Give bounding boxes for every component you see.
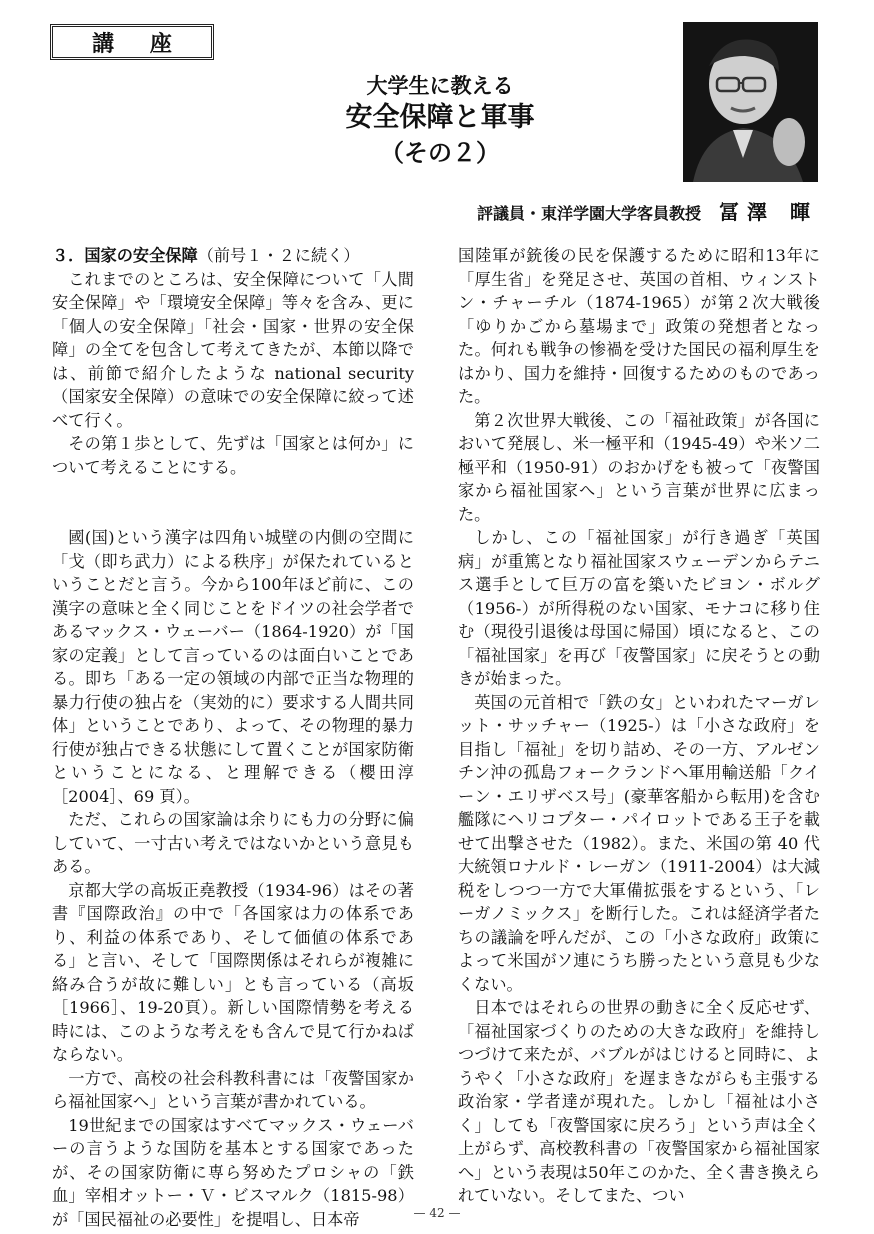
section-heading: ３．国家の安全保障 — [52, 246, 198, 265]
paragraph: 国陸軍が銃後の民を保護するために昭和13年に「厚生省」を発足させ、英国の首相、ウィンストン・チャーチル（1874-1965）が第２次大戦後「ゆりかごから墓場まで」政策の発想者となった。何れも戦争の惨禍を受けた国民の福利厚生をはかり、国力を維持・回復するためのものであった。 — [458, 246, 820, 406]
author-byline — [477, 196, 818, 225]
author-name: 冨澤 暉 — [719, 200, 818, 224]
paragraph-spacer — [52, 479, 414, 526]
paragraph: 京都大学の高坂正堯教授（1934-96）はその著書『国際政治』の中で「各国家は力の体系であり、利益の体系であり、そして価値の体系である」と言い、そして「国際関係はそれらが複雑に絡み合うが故に難しい」とも言っている（高坂［1966］、19-20頁）。新しい国際情勢を考える時には、このような考えをも含んで見て行かねばならない。 — [52, 880, 414, 1064]
paragraph: 日本ではそれらの世界の動きに全く反応せず、「福祉国家づくりのための大きな政府」を維持しつづけて来たが、バブルがはじけると同時に、ようやく「小さな政府」を遅まきながらも主張する政治家・学者達が現れた。しかし「福祉は小さく」しても「夜警国家に戻ろう」という声は全く上がらず、高校教科書の「夜警国家から福祉国家へ」という表現は50年このかた、全く書き換えられていない。そしてまた、つい — [458, 998, 820, 1205]
series-label: 講 座 — [50, 24, 214, 60]
title-line-3: （その２） — [380, 139, 500, 167]
paragraph: これまでのところは、安全保障について「人間安全保障」や「環境安全保障」等々を含み、更に「個人の安全保障」「社会・国家・世界の安全保障」の全てを包含して考えてきたが、本節以降では、前節で紹介したような national security （国家安全保障）の意味での安全保障に絞って述べて行く。 — [52, 269, 414, 430]
paragraph: 英国の元首相で「鉄の女」といわれたマーガレット・サッチャー（1925-）は「小さな政府」を目指し「福祉」を切り詰め、その一方、アルゼンチン沖の孤島フォークランドへ軍用輸送船「クイーン・エリザベス号」(豪華客船から転用)を含む艦隊にヘリコプター・パイロットである王子を載せて出撃させた（1982）。また、米国の第 40 代大統領ロナルド・レーガン（1911-2004）は大減税をしつつ一方で大軍備拡張をするという、「レーガノミックス」を断行した。これは経済学者たちの議論を呼んだが、この「小さな政府」政策によって米国がソ連にうち勝ったという意見も少なくない。 — [458, 692, 820, 994]
section-note: （前号１・２に続く） — [197, 246, 360, 265]
paragraph: ただ、これらの国家論は余りにも力の分野に偏していて、一寸古い考えではないかという意見もある。 — [52, 810, 414, 876]
section-heading-line — [52, 244, 414, 268]
paragraph: 國(国)という漢字は四角い城壁の内側の空間に「戈（即ち武力）による秩序」が保たれているということだと言う。今から100年ほど前に、この漢字の意味と全く同じことをドイツの社会学者であるマックス・ウェーバー（1864-1920）が「国家の定義」として言っているのは面白いことである。即ち「ある一定の領域の内部で正当な物理的暴力行使の独占を（実効的に）要求する人間共同体」ということであり、よって、その物理的暴力行使が独占できる状態にして置くことが国家防衛ということになる、と理解できる（櫻田淳［2004］、69 頁）。 — [52, 528, 414, 806]
paragraph: 19世紀までの国家はすべてマックス・ウェーバーの言うような国防を基本とする国家であったが、その国家防衛に専ら努めたプロシャの「鉄血」宰相オットー・Ｖ・ビスマルク（1815-98）が「国民福祉の必要性」を提唱し、日本帝 — [52, 1115, 414, 1229]
title-line-2: 安全保障と軍事 — [345, 102, 535, 133]
paragraph: 第２次世界大戦後、この「福祉政策」が各国において発展し、米一極平和（1945-49）や米ソ二極平和（1950-91）のおかげをも被って「夜警国家から福祉国家へ」という言葉が世界に広まった。 — [458, 410, 820, 524]
author-affiliation: 評議員・東洋学園大学客員教授 — [477, 204, 702, 223]
right-column — [458, 244, 820, 1208]
author-photo — [683, 22, 818, 182]
page-number: — 42 — — [413, 1206, 461, 1220]
article-title — [280, 72, 600, 170]
paragraph: 一方で、高校の社会科教科書には「夜警国家から福祉国家へ」という言葉が書かれている。 — [52, 1068, 414, 1111]
left-column — [52, 244, 414, 1231]
title-line-1: 大学生に教える — [366, 74, 514, 98]
paragraph: しかし、この「福祉国家」が行き過ぎ「英国病」が重篤となり福祉国家スウェーデンからテニス選手として巨万の富を築いたビヨン・ボルグ（1956-）が所得税のない国家、モナコに移り住む（現役引退後は母国に帰国）頃になると、この「福祉国家」を再び「夜警国家」に戻そうとの動きが始まった。 — [458, 528, 820, 688]
paragraph: その第１歩として、先ずは「国家とは何か」について考えることにする。 — [52, 434, 414, 477]
